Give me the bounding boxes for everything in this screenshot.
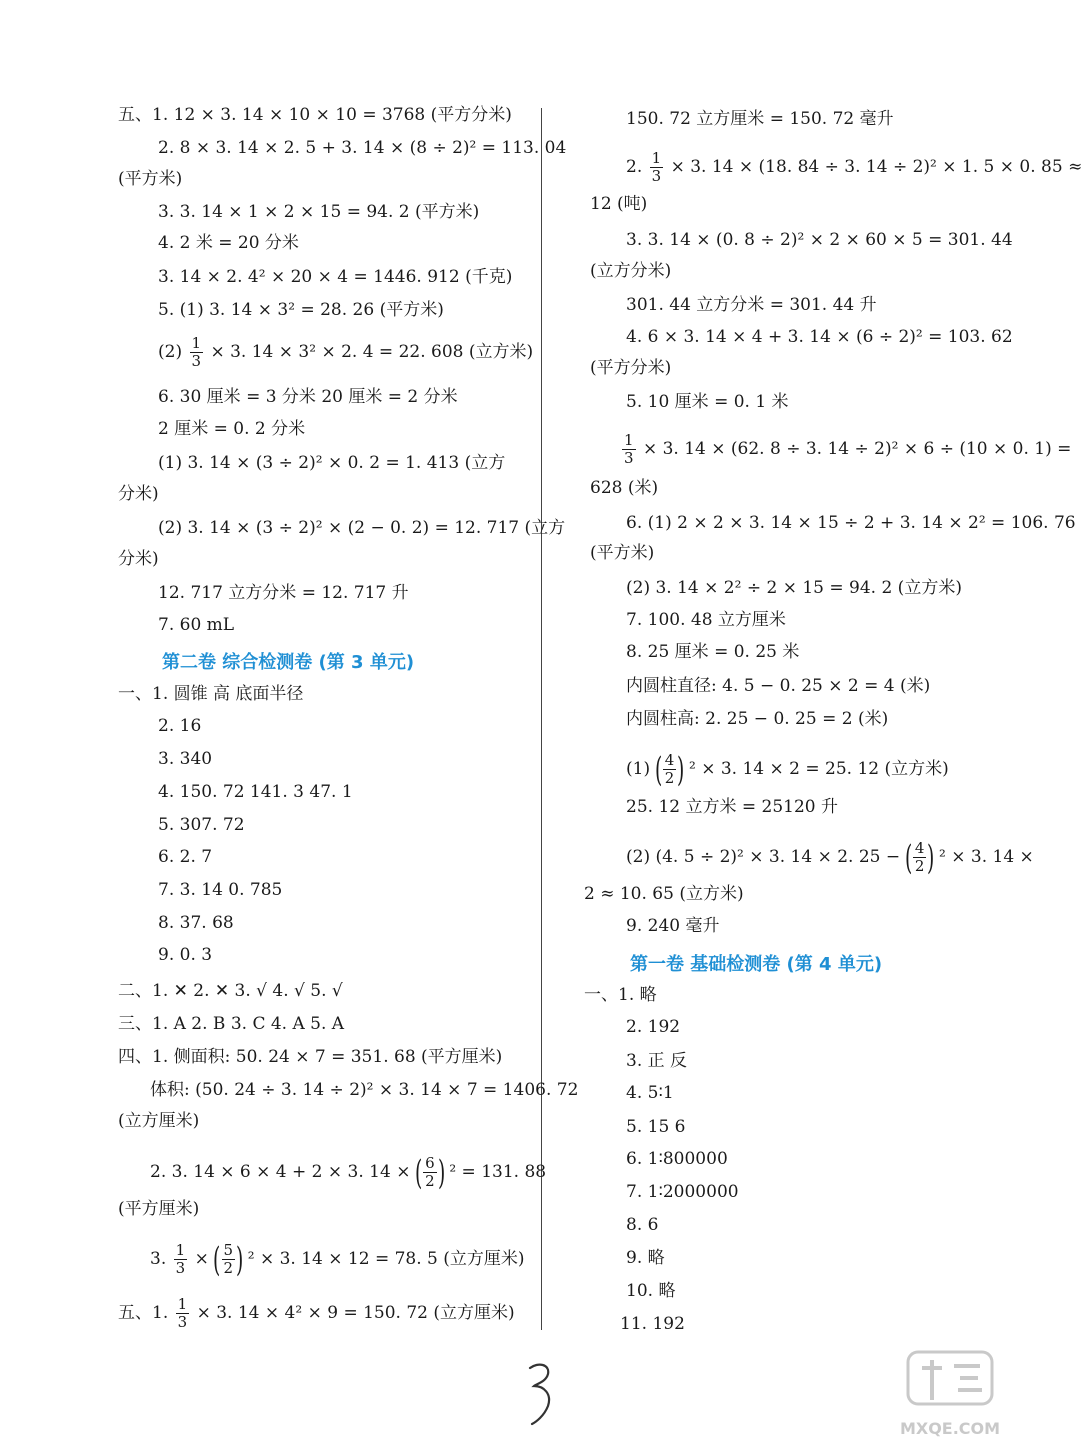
line: (平方米): [590, 543, 655, 563]
fraction: $\frac{1}{3}$: [177, 1295, 188, 1331]
line: 3. 正 反: [626, 1051, 688, 1071]
line: 628 (米): [590, 478, 659, 498]
line: 12 (吨): [590, 194, 648, 214]
line: 9. 0. 3: [158, 945, 213, 965]
line: 2. 16: [158, 716, 202, 736]
line: 五、1. 12 × 3. 14 × 10 × 10 = 3768 (平方分米): [118, 105, 512, 125]
line: 四、1. 侧面积: 50. 24 × 7 = 351. 68 (平方厘米): [118, 1047, 503, 1067]
line: 9. 略: [626, 1248, 665, 1268]
line: 4. 6 × 3. 14 × 4 + 3. 14 × (6 ÷ 2)² = 103. 62: [626, 327, 1013, 347]
line: 9. 240 毫升: [626, 916, 720, 936]
line: 10. 略: [626, 1281, 676, 1301]
line: (2) 3. 14 × (3 ÷ 2)² × (2 − 0. 2) = 12. 717 (立方: [158, 518, 566, 538]
line: 内圆柱高: 2. 25 − 0. 25 = 2 (米): [626, 709, 889, 729]
line: 二、1. ✕ 2. ✕ 3. √ 4. √ 5. √: [118, 981, 343, 1001]
line: 3. 3. 14 × 1 × 2 × 15 = 94. 2 (平方米): [158, 202, 480, 222]
line: 11. 192: [620, 1314, 685, 1334]
line: 2 ≈ 10. 65 (立方米): [584, 884, 744, 904]
section-heading: 第二卷 综合检测卷 (第 3 单元): [162, 652, 415, 673]
line: 分米): [118, 484, 159, 504]
fraction: $\frac{1}{3}$: [175, 1241, 186, 1277]
section-heading: 第一卷 基础检测卷 (第 4 单元): [630, 954, 883, 975]
line: (平方分米): [590, 358, 672, 378]
line: 2. $\frac{1}{3}$ × 3. 14 × (18. 84 ÷ 3. 14 ÷ 2)² × 1. 5 × 0. 85 ≈: [626, 149, 1082, 185]
fraction: $\frac{5}{2}$: [223, 1241, 234, 1277]
line: 体积: (50. 24 ÷ 3. 14 ÷ 2)² × 3. 14 × 7 = 1406. 72: [150, 1080, 579, 1100]
line: 6. 2. 7: [158, 847, 213, 867]
line: 五、1. $\frac{1}{3}$ × 3. 14 × 4² × 9 = 150. 72 (立方厘米): [118, 1295, 515, 1331]
line: (1) 3. 14 × (3 ÷ 2)² × 0. 2 = 1. 413 (立方: [158, 453, 506, 473]
line: (平方厘米): [118, 1199, 200, 1219]
fraction: $\frac{1}{3}$: [651, 149, 662, 185]
line: 三、1. A 2. B 3. C 4. A 5. A: [118, 1014, 345, 1034]
line: 分米): [118, 549, 159, 569]
line: (2) 3. 14 × 2² ÷ 2 × 15 = 94. 2 (立方米): [626, 578, 962, 598]
watermark-logo: [900, 1346, 1000, 1444]
line: 7. 1∶2000000: [626, 1182, 739, 1202]
line: 内圆柱直径: 4. 5 − 0. 25 × 2 = 4 (米): [626, 676, 931, 696]
line: 一、1. 圆锥 高 底面半径: [118, 684, 304, 704]
line: 4. 2 米 = 20 分米: [158, 233, 299, 253]
line: 5. (1) 3. 14 × 3² = 28. 26 (平方米): [158, 300, 444, 320]
line: 3. 340: [158, 749, 213, 769]
line: 7. 60 mL: [158, 615, 235, 635]
line: 6. (1) 2 × 2 × 3. 14 × 15 ÷ 2 + 3. 14 × 2² = 106. 76: [626, 513, 1076, 533]
line: 25. 12 立方米 = 25120 升: [626, 797, 839, 817]
line: (2) (4. 5 ÷ 2)² × 3. 14 × 2. 25 − ( $\frac{4}{2}$ ) ² × 3. 14 ×: [626, 837, 1034, 878]
line: 5. 15 6: [626, 1117, 686, 1137]
line: 2. 8 × 3. 14 × 2. 5 + 3. 14 × (8 ÷ 2)² = 113. 04: [158, 138, 567, 158]
line: 8. 37. 68: [158, 913, 234, 933]
line: 301. 44 立方分米 = 301. 44 升: [626, 295, 877, 315]
line: 3. 3. 14 × (0. 8 ÷ 2)² × 2 × 60 × 5 = 301. 44: [626, 230, 1013, 250]
line: (1) ( $\frac{4}{2}$ ) ² × 3. 14 × 2 = 25. 12 (立方米): [626, 749, 949, 790]
fraction: $\frac{6}{2}$: [425, 1154, 435, 1190]
line: 8. 6: [626, 1215, 659, 1235]
line: (2) $\frac{1}{3}$ × 3. 14 × 3² × 2. 4 = 22. 608 (立方米): [158, 334, 534, 370]
line: 2 厘米 = 0. 2 分米: [158, 419, 306, 439]
page-number: [526, 1362, 556, 1426]
line: 一、1. 略: [584, 985, 657, 1005]
line: 150. 72 立方厘米 = 150. 72 毫升: [626, 109, 894, 129]
line: (立方分米): [590, 261, 672, 281]
line: 2. 192: [626, 1017, 681, 1037]
line: 4. 5∶1: [626, 1083, 674, 1103]
line: 8. 25 厘米 = 0. 25 米: [626, 642, 800, 662]
fraction: $\frac{4}{2}$: [914, 839, 925, 875]
line: 4. 150. 72 141. 3 47. 1: [158, 782, 353, 802]
fraction: $\frac{1}{3}$: [191, 334, 202, 370]
line: 7. 3. 14 0. 785: [158, 880, 283, 900]
fraction: $\frac{4}{2}$: [664, 751, 675, 787]
line: 12. 717 立方分米 = 12. 717 升: [158, 583, 409, 603]
line: 6. 30 厘米 = 3 分米 20 厘米 = 2 分米: [158, 387, 458, 407]
line: (立方厘米): [118, 1111, 200, 1131]
line: 6. 1∶800000: [626, 1149, 728, 1169]
line: 7. 100. 48 立方厘米: [626, 610, 786, 630]
line: 3. 14 × 2. 4² × 20 × 4 = 1446. 912 (千克): [158, 267, 513, 287]
svg-text:MXQE.COM: MXQE.COM: [899, 1419, 1001, 1438]
fraction: $\frac{1}{3}$: [624, 431, 634, 467]
line: 2. 3. 14 × 6 × 4 + 2 × 3. 14 × ( $\frac{6}{2}$ ) ² = 131. 88: [150, 1152, 547, 1193]
line: 5. 307. 72: [158, 815, 245, 835]
column-divider: [541, 108, 542, 1330]
line: (平方米): [118, 169, 183, 189]
line: 5. 10 厘米 = 0. 1 米: [626, 392, 789, 412]
line: 3. $\frac{1}{3}$ × ( $\frac{5}{2}$ ) ² × 3. 14 × 12 = 78. 5 (立方厘米): [150, 1239, 525, 1280]
line: $\frac{1}{3}$ × 3. 14 × (62. 8 ÷ 3. 14 ÷ 2)² × 6 ÷ (10 × 0. 1) =: [624, 431, 1072, 467]
